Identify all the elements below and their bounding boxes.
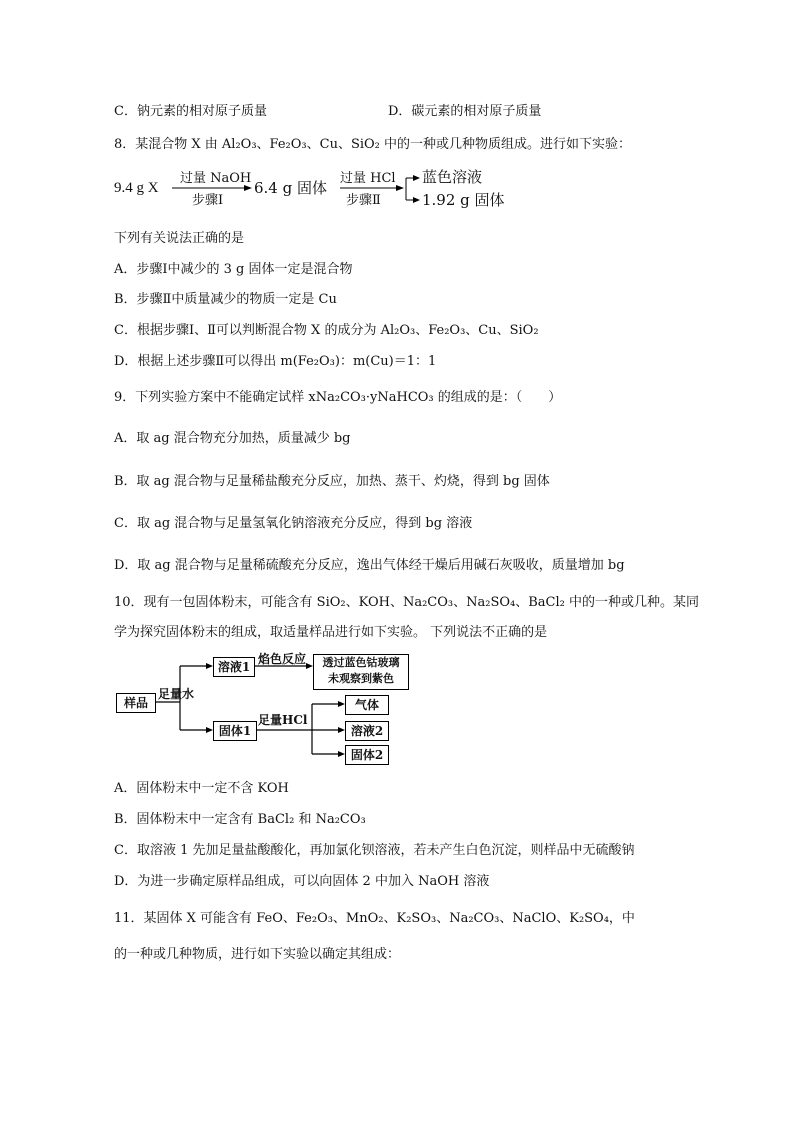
q10-option-c: C．取溶液 1 先加足量盐酸酸化，再加氯化钡溶液，若未产生白色沉淀，则样品中无硫酸钠 xyxy=(114,843,635,858)
q10-sample-box: 样品 xyxy=(116,693,156,713)
q8-option-a: A．步骤Ⅰ中减少的 3 g 固体一定是混合物 xyxy=(114,262,353,277)
q8-prompt: 下列有关说法正确的是 xyxy=(114,231,245,246)
q10-solid1-box: 固体1 xyxy=(213,721,257,741)
q8-option-b: B．步骤Ⅱ中质量减少的物质一定是 Cu xyxy=(114,292,337,307)
q9-option-d: D．取 ag 混合物与足量稀硫酸充分反应，逸出气体经干燥后用碱石灰吸收，质量增加 bg xyxy=(114,558,625,573)
q8-flow-mid: 6.4 g 固体 xyxy=(254,179,327,197)
q10-result-box xyxy=(313,654,409,690)
q10-option-d: D．为进一步确定原样品组成，可以向固体 2 中加入 NaOH 溶液 xyxy=(114,874,490,889)
q8-flow-step2-label: 步骤Ⅱ xyxy=(346,193,381,208)
q8-flow-step1-reagent: 过量 NaOH xyxy=(180,171,252,186)
q8-flow-step1-label: 步骤Ⅰ xyxy=(192,193,224,208)
q8-option-d: D．根据上述步骤Ⅱ可以得出 m(Fe₂O₃)：m(Cu)＝1：1 xyxy=(114,354,437,369)
q10-water-label: 足量水 xyxy=(158,687,195,701)
q8-flow-start: 9.4 g X xyxy=(114,180,159,196)
q8-flow-out1: 蓝色溶液 xyxy=(422,168,483,186)
q8-flow-out2: 1.92 g 固体 xyxy=(422,191,505,209)
q10-option-b: B．固体粉末中一定含有 BaCl₂ 和 Na₂CO₃ xyxy=(114,812,366,827)
q9-option-a: A．取 ag 混合物充分加热，质量减少 bg xyxy=(114,431,351,446)
q8-option-c: C．根据步骤Ⅰ、Ⅱ可以判断混合物 X 的成分为 Al₂O₃、Fe₂O₃、Cu、SiO₂ xyxy=(114,323,539,338)
q10-stem-line1: 10．现有一包固体粉末，可能含有 SiO₂、KOH、Na₂CO₃、Na₂SO₄、BaCl₂ 中的一种或几种。某同 xyxy=(114,595,699,610)
q10-result-line2: 未观察到紫色 xyxy=(328,672,394,685)
q7-option-d: D．碳元素的相对原子质量 xyxy=(388,104,542,119)
q9-stem: 9．下列实验方案中不能确定试样 xNa₂CO₃·yNaHCO₃ 的组成的是：（ ） xyxy=(114,390,562,405)
q10-hcl-label: 足量HCl xyxy=(258,713,308,727)
q8-flow-step2-reagent: 过量 HCl xyxy=(340,171,396,186)
q10-result-line1: 透过蓝色钴玻璃 xyxy=(322,656,400,669)
q10-flame-label: 焰色反应 xyxy=(258,652,307,666)
q10-solid2-box: 固体2 xyxy=(345,745,389,765)
q8-stem: 8．某混合物 X 由 Al₂O₃、Fe₂O₃、Cu、SiO₂ 中的一种或几种物质组成。进行如下实验： xyxy=(114,137,632,152)
q10-stem-line2: 学为探究固体粉末的组成，取适量样品进行如下实验。 下列说法不正确的是 xyxy=(114,625,548,640)
q10-option-a: A．固体粉末中一定不含 KOH xyxy=(114,781,289,796)
q9-option-c: C．取 ag 混合物与足量氢氧化钠溶液充分反应，得到 bg 溶液 xyxy=(114,516,473,531)
q11-stem-line1: 11．某固体 X 可能含有 FeO、Fe₂O₃、MnO₂、K₂SO₃、Na₂CO₃、NaClO、K₂SO₄，中 xyxy=(114,911,635,926)
q10-gas-box: 气体 xyxy=(345,695,389,715)
q7-option-c: C．钠元素的相对原子质量 xyxy=(114,104,267,119)
q11-stem-line2: 的一种或几种物质，进行如下实验以确定其组成： xyxy=(114,947,401,962)
q10-solution2-box: 溶液2 xyxy=(345,721,389,741)
q9-option-b: B．取 ag 混合物与足量稀盐酸充分反应，加热、蒸干、灼烧，得到 bg 固体 xyxy=(114,474,550,489)
q10-solution1-box: 溶液1 xyxy=(213,657,255,677)
